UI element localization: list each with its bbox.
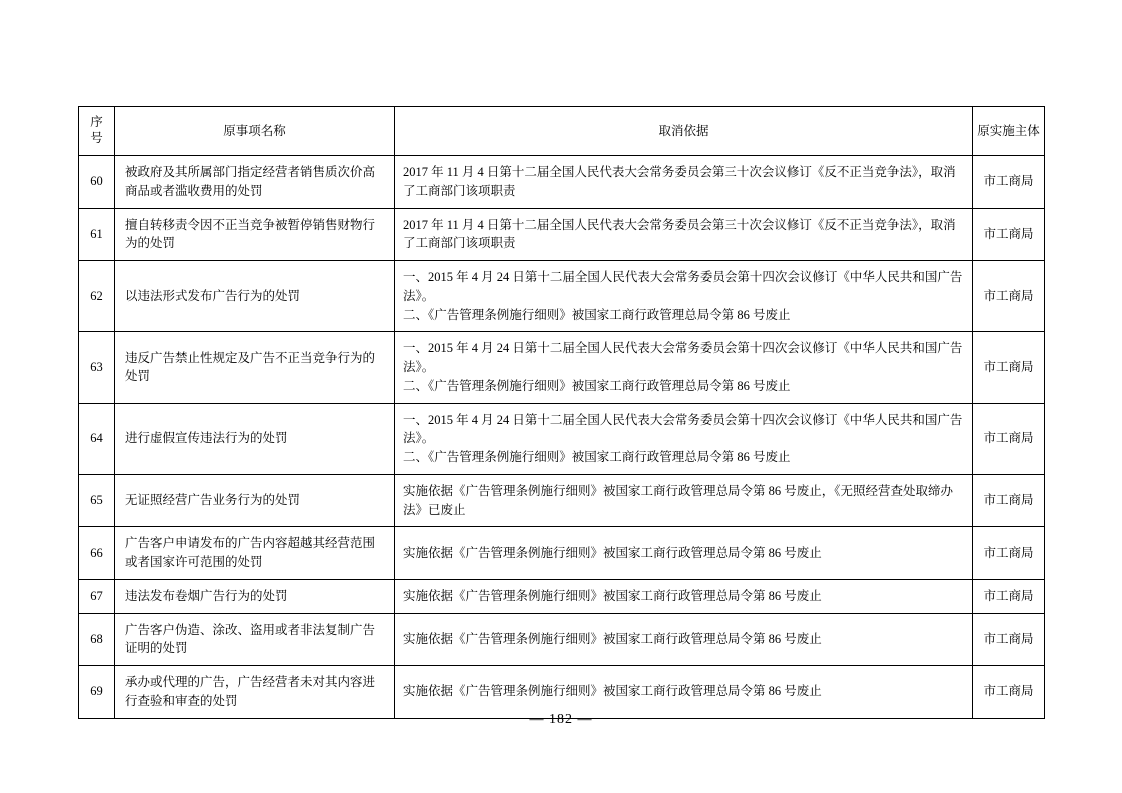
cell-name: 广告客户伪造、涂改、盗用或者非法复制广告证明的处罚 — [115, 613, 395, 666]
cell-subject: 市工商局 — [973, 527, 1045, 580]
cell-basis — [395, 261, 973, 332]
page-number: — 182 — — [529, 712, 593, 727]
cell-subject: 市工商局 — [973, 613, 1045, 666]
cell-name: 无证照经营广告业务行为的处罚 — [115, 474, 395, 527]
cell-name: 被政府及其所属部门指定经营者销售质次价高商品或者滥收费用的处罚 — [115, 156, 395, 209]
basis-line: 一、2015 年 4 月 24 日第十二届全国人民代表大会常务委员会第十四次会议修订《中华人民共和国广告法》。 — [403, 341, 963, 374]
cell-subject: 市工商局 — [973, 579, 1045, 613]
column-header-no-line1: 序 — [90, 115, 103, 130]
cell-no: 67 — [79, 579, 115, 613]
basis-line: 2017 年 11 月 4 日第十二届全国人民代表大会常务委员会第三十次会议修订《反不正当竞争法》，取消了工商部门该项职责 — [403, 165, 956, 198]
cell-basis — [395, 579, 973, 613]
cell-basis — [395, 474, 973, 527]
basis-line: 2017 年 11 月 4 日第十二届全国人民代表大会常务委员会第三十次会议修订《反不正当竞争法》，取消了工商部门该项职责 — [403, 217, 956, 251]
table-row — [79, 261, 1045, 332]
table-row — [79, 332, 1045, 403]
table-row — [79, 403, 1045, 474]
cell-name: 违反广告禁止性规定及广告不正当竞争行为的处罚 — [115, 332, 395, 403]
column-header-no — [79, 107, 115, 156]
table-row — [79, 527, 1045, 580]
column-header-name: 原事项名称 — [115, 107, 395, 156]
cell-name: 承办或代理的广告，广告经营者未对其内容进行查验和审查的处罚 — [115, 666, 395, 719]
cell-no: 63 — [79, 332, 115, 403]
basis-line: 实施依据《广告管理条例施行细则》被国家工商行政管理总局令第 86 号废止 — [403, 545, 822, 560]
basis-line: 一、2015 年 4 月 24 日第十二届全国人民代表大会常务委员会第十四次会议修订《中华人民共和国广告法》。 — [403, 412, 963, 446]
table-container — [78, 106, 1044, 719]
cell-name: 违法发布卷烟广告行为的处罚 — [115, 579, 395, 613]
cell-subject: 市工商局 — [973, 403, 1045, 474]
cell-subject: 市工商局 — [973, 208, 1045, 261]
table-row — [79, 474, 1045, 527]
table-header-row — [79, 107, 1045, 156]
table-row — [79, 579, 1045, 613]
cell-subject: 市工商局 — [973, 474, 1045, 527]
cancelled-items-table — [78, 106, 1045, 719]
cell-basis — [395, 403, 973, 474]
table-body — [79, 156, 1045, 719]
cell-no: 61 — [79, 208, 115, 261]
basis-line: 二、《广告管理条例施行细则》被国家工商行政管理总局令第 86 号废止 — [403, 378, 791, 393]
cell-name: 以违法形式发布广告行为的处罚 — [115, 261, 395, 332]
table-header — [79, 107, 1045, 156]
cell-no: 68 — [79, 613, 115, 666]
basis-line: 二、《广告管理条例施行细则》被国家工商行政管理总局令第 86 号废止 — [403, 450, 791, 464]
cell-basis — [395, 332, 973, 403]
basis-line: 二、《广告管理条例施行细则》被国家工商行政管理总局令第 86 号废止 — [403, 307, 791, 322]
cell-subject: 市工商局 — [973, 261, 1045, 332]
cell-basis — [395, 666, 973, 719]
cell-name: 广告客户申请发布的广告内容超越其经营范围或者国家许可范围的处罚 — [115, 527, 395, 580]
table-row — [79, 208, 1045, 261]
cell-basis — [395, 156, 973, 209]
basis-line: 实施依据《广告管理条例施行细则》被国家工商行政管理总局令第 86 号废止，《无照经营查处取缔办法》已废止 — [403, 483, 954, 517]
table-row — [79, 156, 1045, 209]
column-header-no-line2: 号 — [90, 131, 103, 145]
column-header-subject: 原实施主体 — [973, 107, 1045, 156]
basis-line: 实施依据《广告管理条例施行细则》被国家工商行政管理总局令第 86 号废止 — [403, 588, 822, 603]
cell-no: 60 — [79, 156, 115, 209]
cell-name: 擅自转移责令因不正当竞争被暂停销售财物行为的处罚 — [115, 208, 395, 261]
cell-no: 64 — [79, 403, 115, 474]
cell-no: 69 — [79, 666, 115, 719]
cell-no: 65 — [79, 474, 115, 527]
table-row — [79, 613, 1045, 666]
cell-basis — [395, 208, 973, 261]
cell-subject: 市工商局 — [973, 666, 1045, 719]
cell-no: 66 — [79, 527, 115, 580]
cell-basis — [395, 527, 973, 580]
cell-basis — [395, 613, 973, 666]
basis-line: 一、2015 年 4 月 24 日第十二届全国人民代表大会常务委员会第十四次会议修订《中华人民共和国广告法》。 — [403, 270, 963, 303]
cell-no: 62 — [79, 261, 115, 332]
table-row — [79, 666, 1045, 719]
cell-name: 进行虚假宣传违法行为的处罚 — [115, 403, 395, 474]
basis-line: 实施依据《广告管理条例施行细则》被国家工商行政管理总局令第 86 号废止 — [403, 631, 822, 646]
cell-subject: 市工商局 — [973, 332, 1045, 403]
cell-subject: 市工商局 — [973, 156, 1045, 209]
basis-line: 实施依据《广告管理条例施行细则》被国家工商行政管理总局令第 86 号废止 — [403, 684, 822, 699]
column-header-basis: 取消依据 — [395, 107, 973, 156]
